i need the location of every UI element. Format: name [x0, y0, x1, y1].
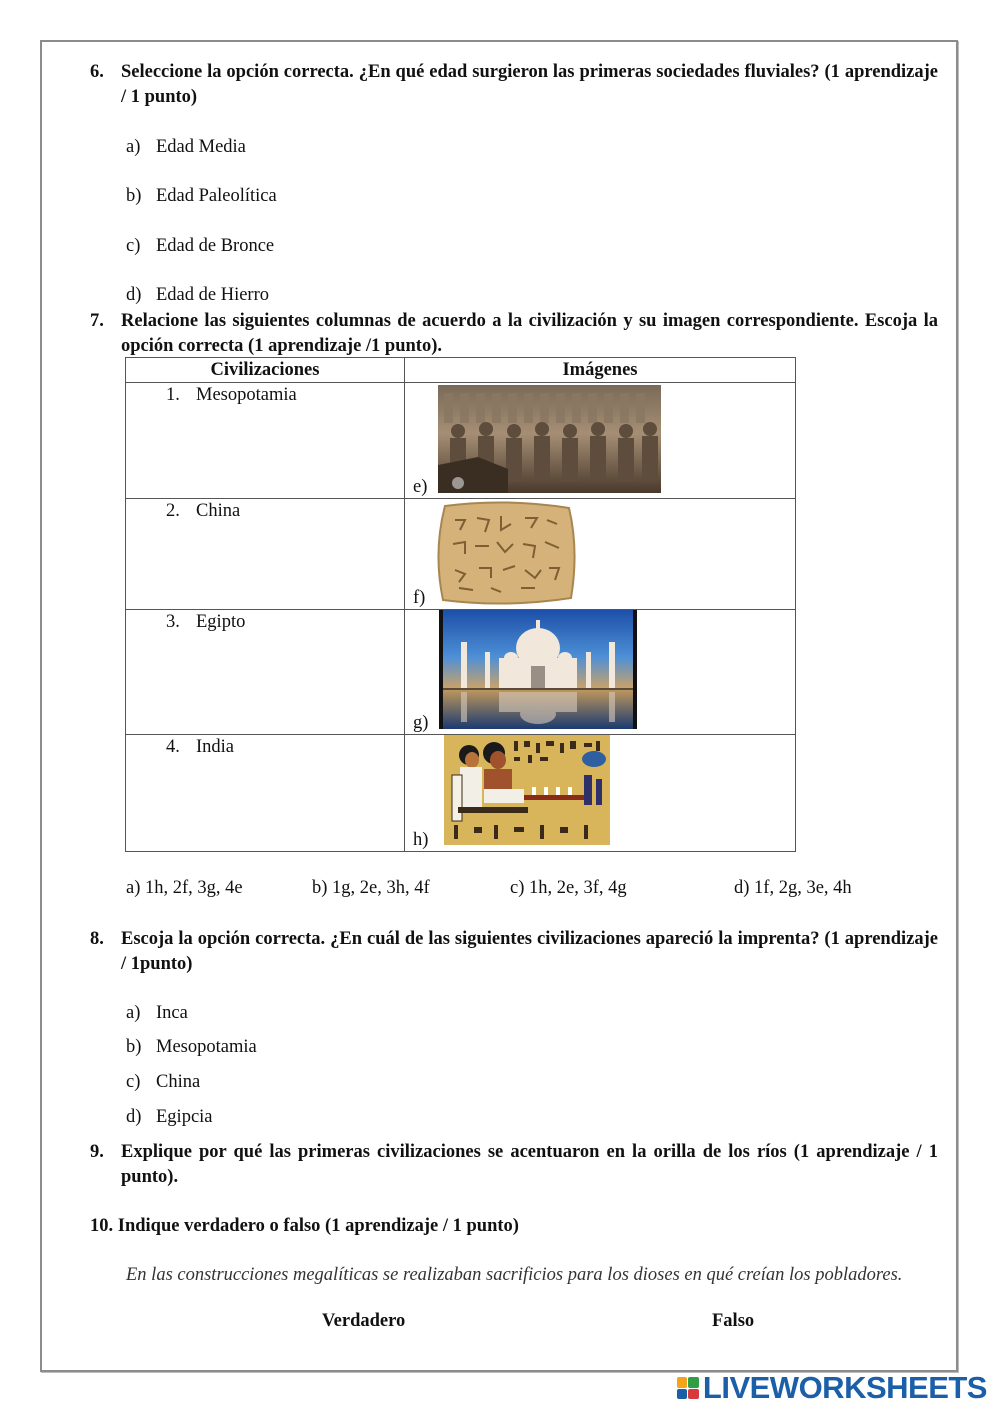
option-text: Edad de Hierro — [156, 285, 270, 305]
image-cell — [405, 610, 796, 735]
q8-option-a[interactable] — [126, 1001, 188, 1025]
q6-option-b[interactable] — [126, 184, 277, 208]
option-text: Edad Media — [156, 137, 246, 157]
q6-option-d[interactable] — [126, 283, 269, 307]
q8-option-b[interactable] — [126, 1035, 257, 1059]
question-10-number: 10. — [90, 1216, 114, 1236]
true-option[interactable]: Verdadero — [322, 1311, 406, 1331]
table-row — [126, 610, 796, 735]
option-text: Edad Paleolítica — [156, 186, 277, 206]
egyptian-painting-image — [444, 735, 610, 845]
question-7-text: Relacione las siguientes columnas de acuerdo a la civilización y su imagen correspondiente. Escoja la opción correcta (1 aprendizaje /1 punto). — [121, 311, 938, 356]
option-letter: b) — [126, 1037, 142, 1057]
option-text: Inca — [156, 1003, 188, 1023]
question-7-number: 7. — [90, 311, 104, 331]
option-letter: d) — [126, 1107, 142, 1127]
q7-answer-c[interactable]: c) 1h, 2e, 3f, 4g — [510, 878, 627, 898]
image-label: e) — [413, 477, 428, 497]
option-letter: b) — [126, 186, 142, 206]
option-text: Edad de Bronce — [156, 236, 275, 256]
question-7 — [90, 309, 938, 359]
q7-answer-a[interactable]: a) 1h, 2f, 3g, 4e — [126, 878, 243, 898]
question-9-number: 9. — [90, 1142, 104, 1162]
liveworksheets-brand — [677, 1370, 987, 1406]
image-label: g) — [413, 713, 429, 733]
image-label: f) — [413, 588, 426, 608]
q7-answer-b[interactable]: b) 1g, 2e, 3h, 4f — [312, 878, 430, 898]
row-number: 4. — [166, 737, 180, 757]
civ-cell — [126, 383, 405, 499]
image-label: h) — [413, 830, 429, 850]
q8-option-c[interactable] — [126, 1070, 200, 1094]
false-option[interactable]: Falso — [712, 1311, 755, 1331]
table-header-row — [126, 358, 796, 383]
question-10-text — [90, 1214, 938, 1239]
image-cell — [405, 499, 796, 610]
brand-name: LIVEWORKSHEETS — [702, 1370, 987, 1405]
table-row — [126, 735, 796, 852]
option-letter: a) — [126, 1003, 141, 1023]
option-letter: c) — [126, 1072, 141, 1092]
civ-name: Mesopotamia — [196, 385, 297, 405]
cuneiform-tablet-image — [435, 500, 578, 606]
q7-answer-d[interactable]: d) 1f, 2g, 3e, 4h — [734, 878, 852, 898]
option-text: China — [156, 1072, 201, 1092]
true-false-statement: En las construcciones megalíticas se realizaban sacrificios para los dioses en qué creían los pobladores. — [126, 1265, 903, 1285]
q8-option-d[interactable] — [126, 1105, 213, 1129]
option-text: Egipcia — [156, 1107, 213, 1127]
column-header-imagenes: Imágenes — [405, 358, 796, 383]
civ-cell — [126, 735, 405, 852]
matching-table — [125, 357, 796, 852]
liveworksheets-logo-icon — [677, 1377, 699, 1399]
question-9-text: Explique por qué las primeras civilizaciones se acentuaron en la orilla de los ríos (1 aprendizaje / 1 punto). — [121, 1142, 938, 1187]
civ-name: China — [196, 501, 241, 521]
option-text: Mesopotamia — [156, 1037, 257, 1057]
row-number: 1. — [166, 385, 180, 405]
q6-option-c[interactable] — [126, 234, 274, 258]
column-header-civilizaciones: Civilizaciones — [126, 358, 405, 383]
q6-option-a[interactable] — [126, 135, 246, 159]
civ-cell — [126, 610, 405, 735]
question-8-number: 8. — [90, 929, 104, 949]
option-letter: d) — [126, 285, 142, 305]
row-number: 3. — [166, 612, 180, 632]
question-10 — [90, 1214, 938, 1239]
civ-name: Egipto — [196, 612, 246, 632]
question-10-label: Indique verdadero o falso (1 aprendizaje / 1 punto) — [117, 1216, 519, 1236]
terracotta-army-image — [438, 385, 661, 493]
question-8 — [90, 927, 938, 977]
image-cell — [405, 735, 796, 852]
image-cell — [405, 383, 796, 499]
question-6-number: 6. — [90, 62, 104, 82]
table-row — [126, 499, 796, 610]
question-6-text: Seleccione la opción correcta. ¿En qué edad surgieron las primeras sociedades fluviales? (1 aprendizaje / 1 punto) — [121, 62, 938, 107]
civ-cell — [126, 499, 405, 610]
option-letter: c) — [126, 236, 141, 256]
question-6 — [90, 60, 938, 110]
table-row — [126, 383, 796, 499]
row-number: 2. — [166, 501, 180, 521]
option-letter: a) — [126, 137, 141, 157]
civ-name: India — [196, 737, 235, 757]
taj-mahal-image — [439, 610, 637, 729]
question-9 — [90, 1140, 938, 1190]
question-8-text: Escoja la opción correcta. ¿En cuál de las siguientes civilizaciones apareció la imprenta? (1 aprendizaje / 1punto) — [121, 929, 938, 974]
